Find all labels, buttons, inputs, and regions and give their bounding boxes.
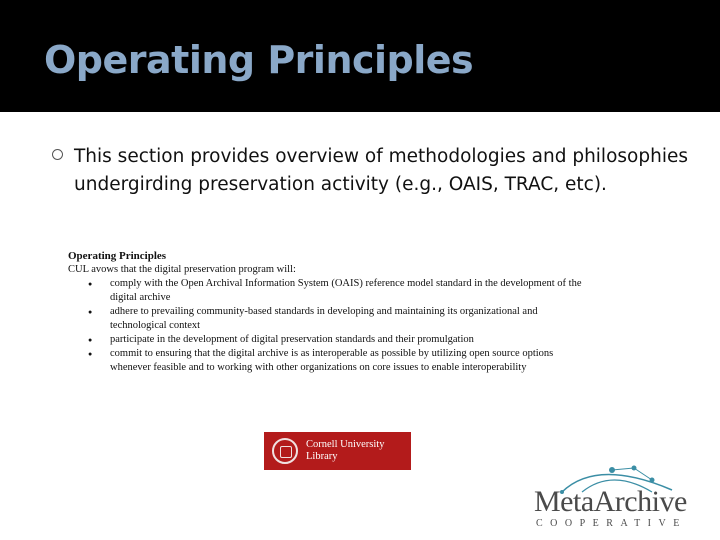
list-item: ● commit to ensuring that the digital archive is as interoperable as possible by utilizing open source options whenever feasible and to working with other organizations on core issues to enable interoperability	[110, 347, 588, 375]
list-item: ● comply with the Open Archival Information System (OAIS) reference model standard in the development of the digital archive	[110, 277, 588, 305]
bullet-text: This section provides overview of methodologies and philosophies undergirding preservation activity (e.g., OAIS, TRAC, etc).	[74, 143, 692, 199]
metaarchive-name: MetaArchive	[534, 485, 687, 519]
metaarchive-cooperative: COOPERATIVE	[536, 518, 687, 529]
excerpt-intro: CUL avows that the digital preservation program will:	[68, 263, 588, 277]
list-item: ● adhere to prevailing community-based standards in developing and maintaining its organizational and technological context	[110, 305, 588, 333]
slide-title: Operating Principles	[44, 38, 473, 82]
cornell-name: Cornell University	[306, 439, 384, 451]
list-item: ● participate in the development of digital preservation standards and their promulgation	[110, 333, 588, 347]
excerpt-heading: Operating Principles	[68, 249, 588, 263]
cornell-library: Library	[306, 451, 384, 463]
